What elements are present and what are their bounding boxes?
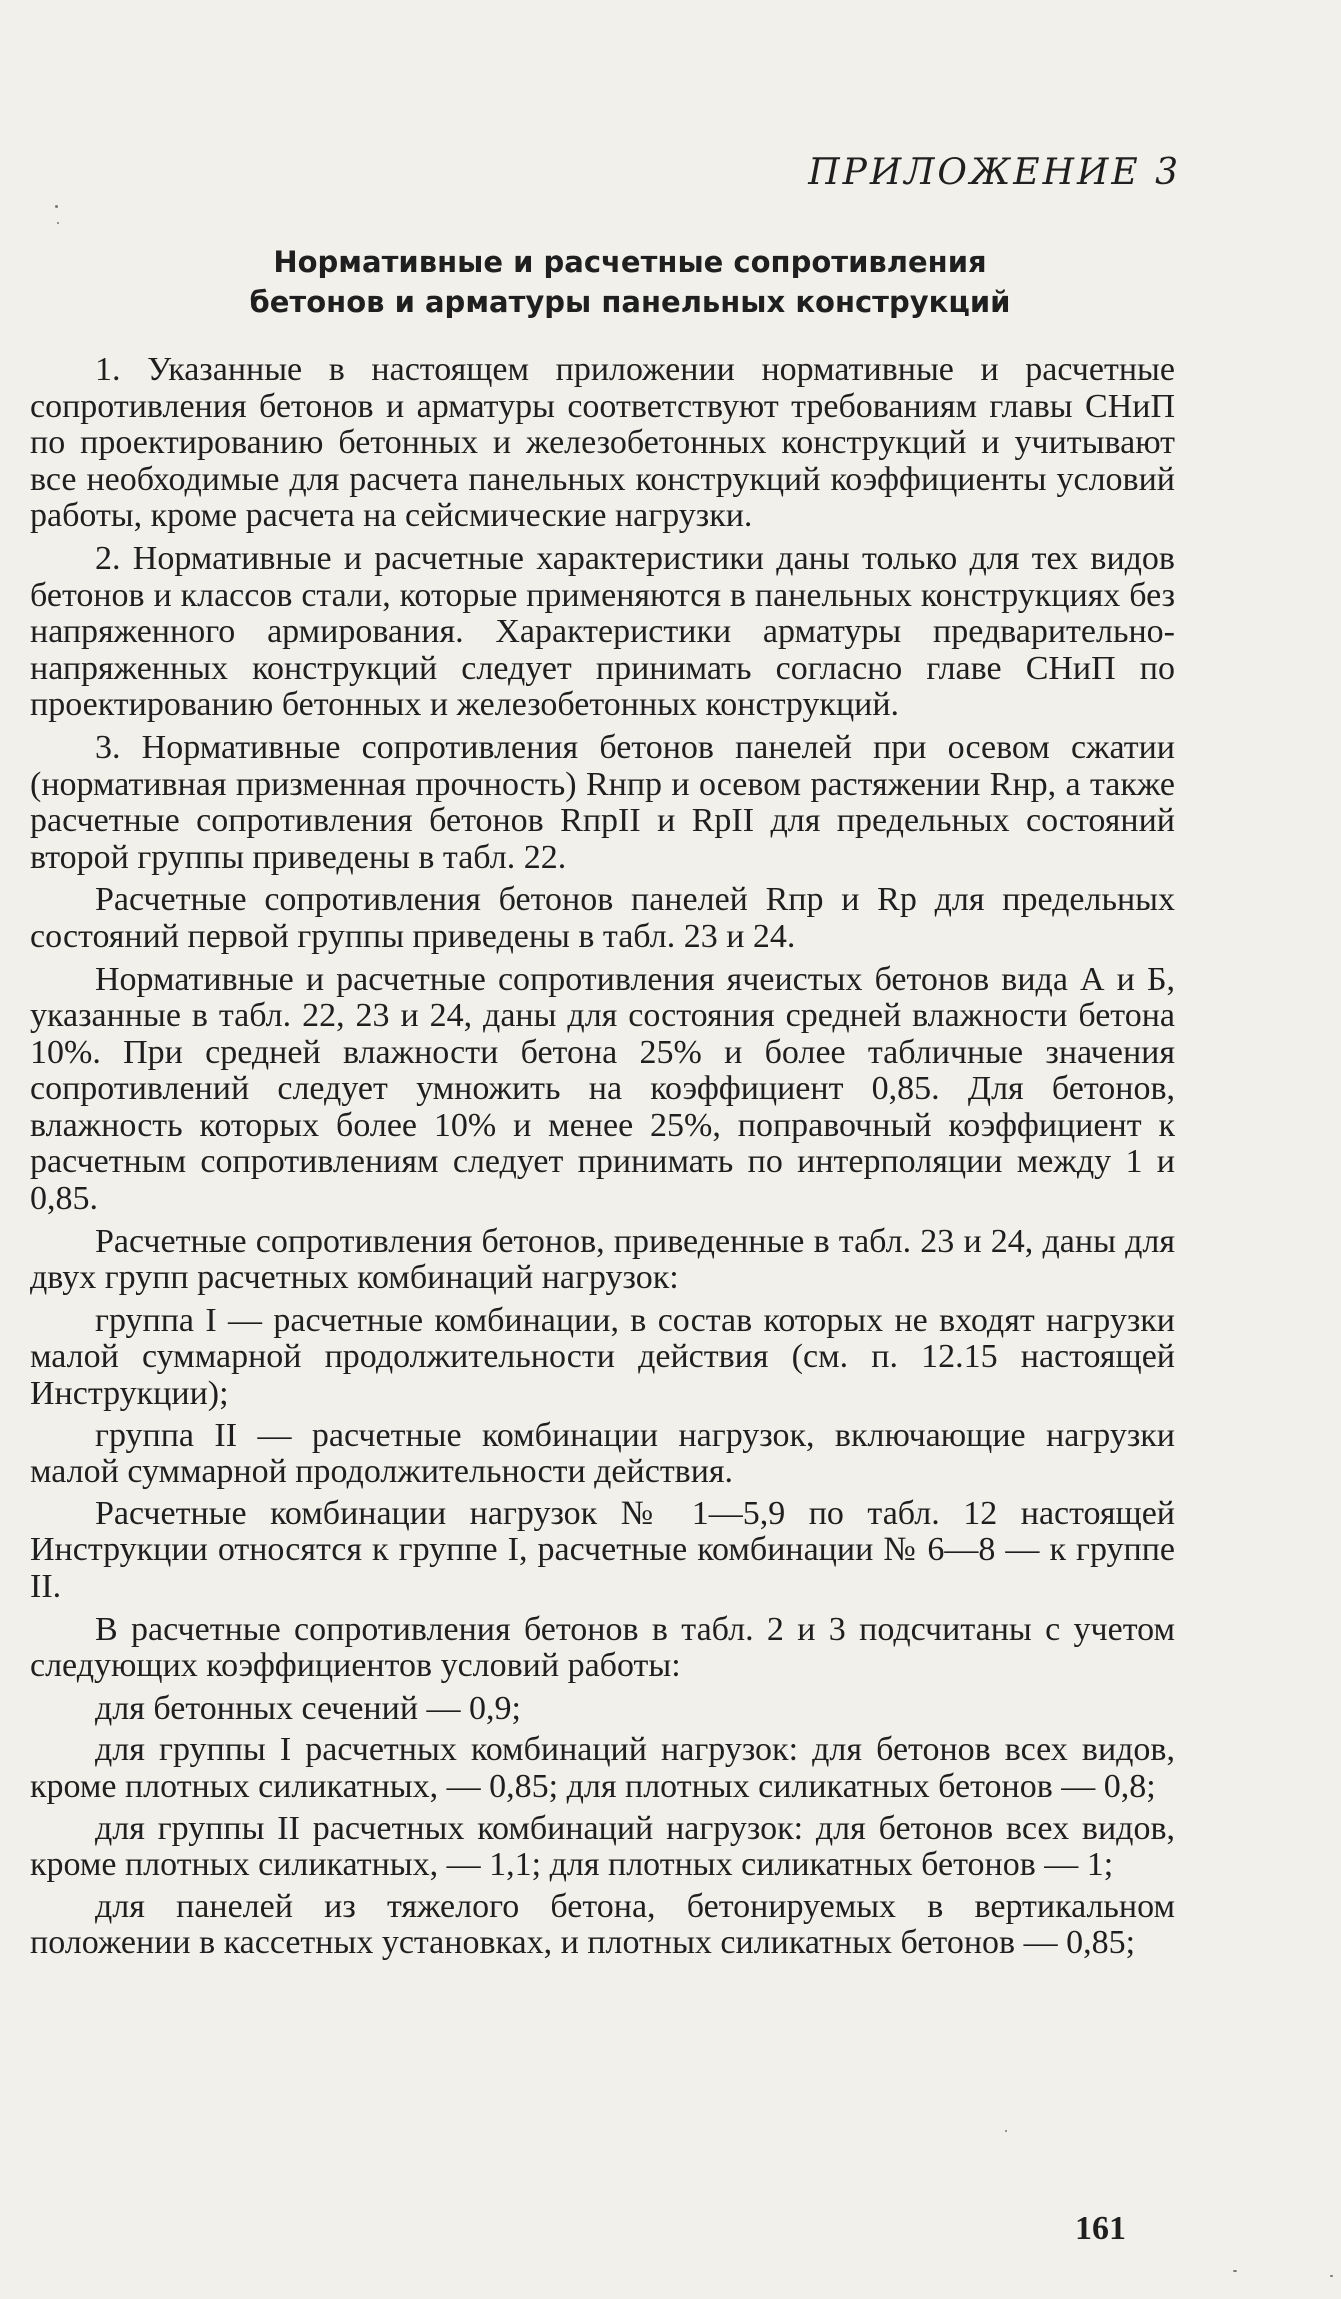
scan-speck (57, 222, 59, 224)
title-line-2: бетонов и арматуры панельных конструкций (249, 285, 1011, 319)
paragraph-6: Расчетные сопротивления бетонов, приведенные в табл. 23 и 24, даны для двух групп расчетных комбинаций нагрузок: (30, 1222, 1175, 1297)
paragraph-12: для группы I расчетных комбинаций нагрузок: для бетонов всех видов, кроме плотных силикатных, — 0,85; для плотных силикатных бетонов — 0,8; (30, 1731, 1175, 1805)
scan-speck (55, 205, 58, 208)
document-body (30, 352, 1175, 1967)
document-title (180, 242, 1080, 322)
paragraph-3: 3. Нормативные сопротивления бетонов панелей при осевом сжатии (нормативная призменная прочность) Rнпр и осевом растяжении Rнр, а также расчетные сопротивления бетонов RпрII и RрII для предельных состояний второй группы приведены в табл. 22. (30, 728, 1175, 876)
appendix-label: ПРИЛОЖЕНИЕ 3 (808, 152, 1181, 193)
paragraph-7: группа I — расчетные комбинации, в состав которых не входят нагрузки малой суммарной продолжительности действия (см. п. 12.15 настоящей Инструкции); (30, 1301, 1175, 1413)
paragraph-10: В расчетные сопротивления бетонов в табл. 2 и 3 подсчитаны с учетом следующих коэффициентов условий работы: (30, 1610, 1175, 1685)
scan-speck (1005, 2130, 1007, 2132)
paragraph-11: для бетонных сечений — 0,9; (95, 1689, 521, 1727)
scan-speck (1330, 2275, 1333, 2277)
paragraph-14: для панелей из тяжелого бетона, бетонируемых в вертикальном положении в кассетных установках, и плотных силикатных бетонов — 0,85; (30, 1887, 1175, 1962)
scan-speck (1233, 2270, 1237, 2272)
paragraph-13: для группы II расчетных комбинаций нагрузок: для бетонов всех видов, кроме плотных силикатных, — 1,1; для плотных силикатных бетонов — 1; (30, 1809, 1175, 1884)
paragraph-2: 2. Нормативные и расчетные характеристики даны только для тех видов бетонов и классов стали, которые применяются в панельных конструкциях без напряженного армирования. Характеристики арматуры предварительно-напряженных конструкций следует принимать согласно главе СНиП по проектированию бетонных и железобетонных конструкций. (30, 539, 1175, 724)
page-number: 161 (1075, 2210, 1126, 2247)
paragraph-1: 1. Указанные в настоящем приложении нормативные и расчетные сопротивления бетонов и арматуры соответствуют требованиям главы СНиП по проектированию бетонных и железобетонных конструкций и учитывают все необходимые для расчета панельных конструкций коэффициенты условий работы, кроме расчета на сейсмические нагрузки. (30, 351, 1175, 535)
paragraph-4: Расчетные сопротивления бетонов панелей Rпр и Rр для предельных состояний первой группы приведены в табл. 23 и 24. (30, 881, 1175, 955)
title-line-1: Нормативные и расчетные сопротивления (273, 245, 987, 279)
paragraph-5: Нормативные и расчетные сопротивления ячеистых бетонов вида А и Б, указанные в табл. 22, 23 и 24, даны для состояния средней влажности бетона 10%. При средней влажности бетона 25% и более табличные значения сопротивлений следует умножить на коэффициент 0,85. Для бетонов, влажность которых более 10% и менее 25%, поправочный коэффициент к расчетным сопротивлениям следует принимать по интерполяции между 1 и 0,85. (30, 960, 1175, 1218)
paragraph-9: Расчетные комбинации нагрузок № 1—5,9 по табл. 12 настоящей Инструкции относятся к группе I, расчетные комбинации № 6—8 — к группе II. (30, 1494, 1175, 1605)
paragraph-8: группа II — расчетные комбинации нагрузок, включающие нагрузки малой суммарной продолжительности действия. (30, 1416, 1175, 1491)
